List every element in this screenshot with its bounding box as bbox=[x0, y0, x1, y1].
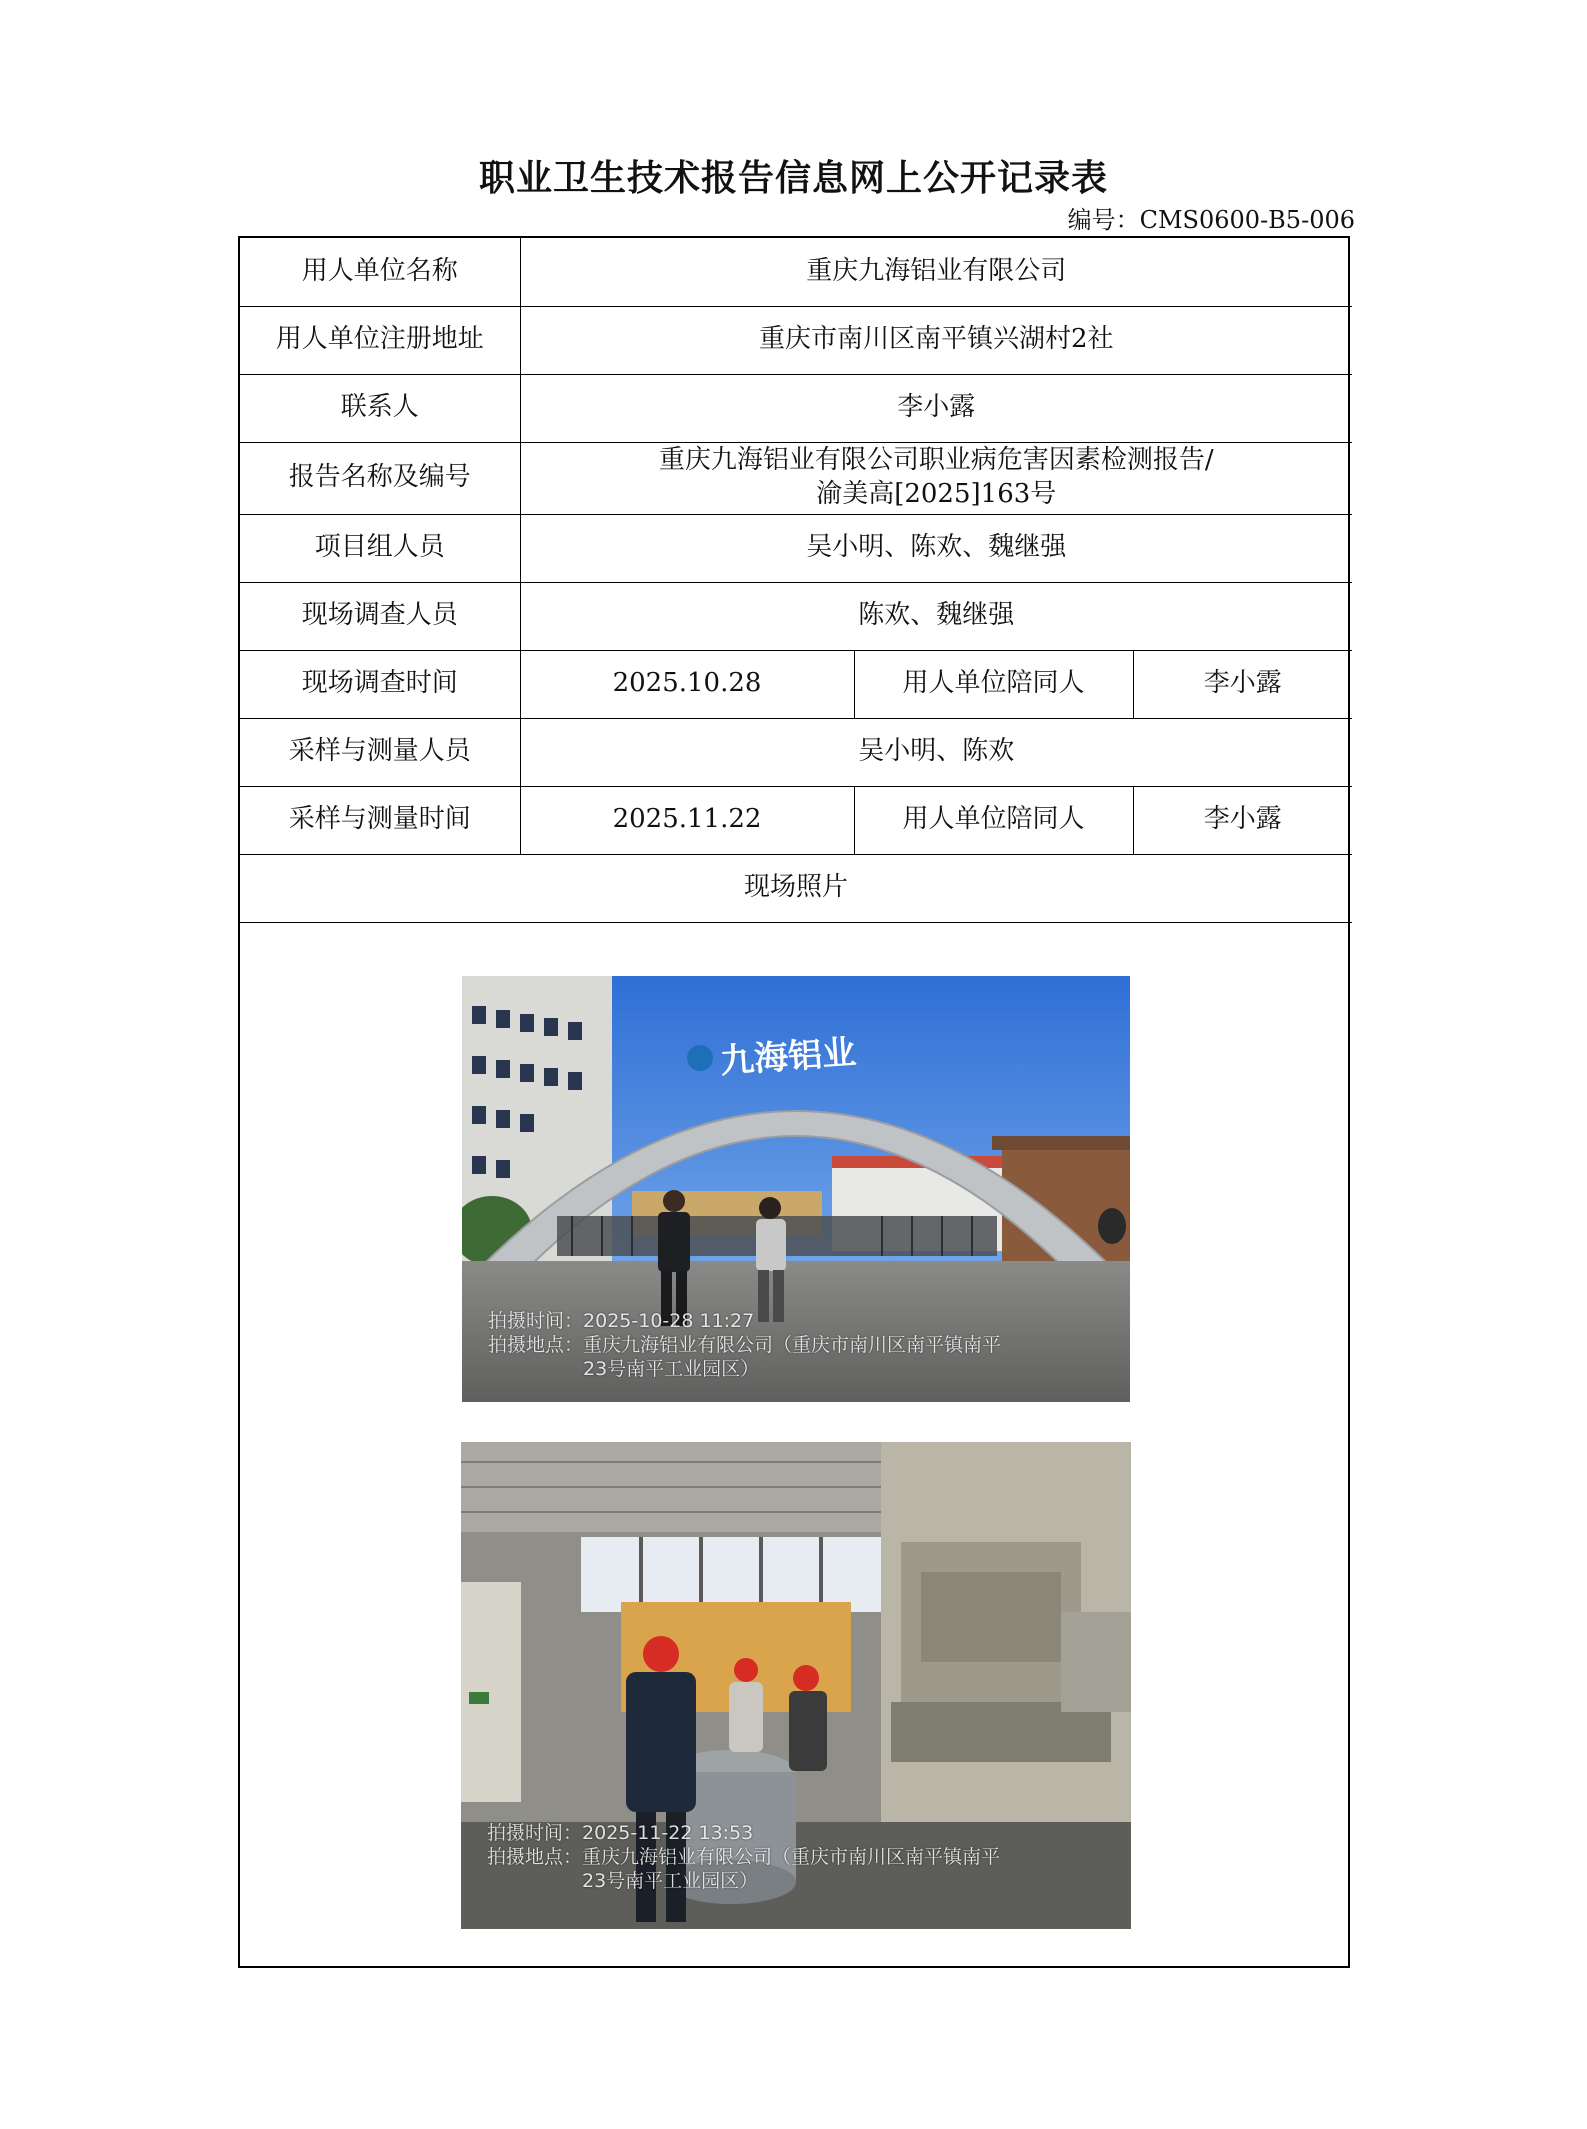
label-employer-name: 用人单位名称 bbox=[240, 238, 520, 306]
label-survey-time: 现场调查时间 bbox=[240, 650, 520, 718]
row-contact bbox=[240, 374, 1352, 442]
photo2-loc-line2: 23号南平工业园区） bbox=[582, 1869, 759, 1892]
photo2-time-label: 拍摄时间： bbox=[487, 1822, 583, 1844]
value-sampling-accompany: 李小露 bbox=[1133, 786, 1352, 854]
value-sampling-time: 2025.11.22 bbox=[520, 786, 854, 854]
site-photo-workshop bbox=[461, 1442, 1131, 1929]
value-survey-staff: 陈欢、魏继强 bbox=[520, 582, 1352, 650]
info-table bbox=[240, 238, 1352, 923]
label-contact: 联系人 bbox=[240, 374, 520, 442]
value-registered-address: 重庆市南川区南平镇兴湖村2社 bbox=[520, 306, 1352, 374]
label-report-name: 报告名称及编号 bbox=[240, 442, 520, 514]
label-sampling-accompany: 用人单位陪同人 bbox=[854, 786, 1133, 854]
photos-section bbox=[240, 934, 1348, 1966]
photo2-loc-label: 拍摄地点： bbox=[487, 1845, 583, 1868]
photo1-watermark bbox=[488, 1310, 1001, 1381]
photos-header: 现场照片 bbox=[240, 854, 1352, 922]
label-sampling-time: 采样与测量时间 bbox=[240, 786, 520, 854]
value-sampling-staff: 吴小明、陈欢 bbox=[520, 718, 1352, 786]
photo1-loc-label: 拍摄地点： bbox=[488, 1333, 584, 1356]
row-survey-time bbox=[240, 650, 1352, 718]
row-survey-staff bbox=[240, 582, 1352, 650]
label-survey-accompany: 用人单位陪同人 bbox=[854, 650, 1133, 718]
row-sampling-time bbox=[240, 786, 1352, 854]
row-sampling-staff bbox=[240, 718, 1352, 786]
report-name-line1: 重庆九海铝业有限公司职业病危害因素检测报告/ bbox=[658, 445, 1214, 476]
value-survey-time: 2025.10.28 bbox=[520, 650, 854, 718]
gate-sign-text: 九海铝业 bbox=[718, 1032, 858, 1082]
photo1-time: 2025-10-28 11:27 bbox=[583, 1310, 755, 1332]
photo1-loc-line2: 23号南平工业园区） bbox=[583, 1357, 760, 1380]
row-project-team bbox=[240, 514, 1352, 582]
photo1-time-label: 拍摄时间： bbox=[488, 1310, 584, 1332]
row-registered-address bbox=[240, 306, 1352, 374]
label-registered-address: 用人单位注册地址 bbox=[240, 306, 520, 374]
document-title: 职业卫生技术报告信息网上公开记录表 bbox=[478, 157, 1108, 199]
record-form bbox=[238, 236, 1350, 1968]
row-report-name bbox=[240, 442, 1352, 514]
value-survey-accompany: 李小露 bbox=[1133, 650, 1352, 718]
value-contact: 李小露 bbox=[520, 374, 1352, 442]
photo2-watermark bbox=[487, 1822, 1000, 1893]
label-project-team: 项目组人员 bbox=[240, 514, 520, 582]
document-code: 编号：CMS0600-B5-006 bbox=[1067, 206, 1355, 234]
photo2-loc-line1: 重庆九海铝业有限公司（重庆市南川区南平镇南平 bbox=[582, 1845, 1001, 1868]
value-project-team: 吴小明、陈欢、魏继强 bbox=[520, 514, 1352, 582]
site-photo-gate bbox=[462, 976, 1130, 1402]
photo1-loc-line1: 重庆九海铝业有限公司（重庆市南川区南平镇南平 bbox=[583, 1333, 1002, 1356]
label-survey-staff: 现场调查人员 bbox=[240, 582, 520, 650]
value-employer-name: 重庆九海铝业有限公司 bbox=[520, 238, 1352, 306]
report-name-line2: 渝美高[2025]163号 bbox=[816, 479, 1057, 509]
value-report-name bbox=[520, 442, 1352, 514]
photo2-time: 2025-11-22 13:53 bbox=[582, 1822, 754, 1844]
row-employer-name bbox=[240, 238, 1352, 306]
label-sampling-staff: 采样与测量人员 bbox=[240, 718, 520, 786]
row-photos-header bbox=[240, 854, 1352, 922]
